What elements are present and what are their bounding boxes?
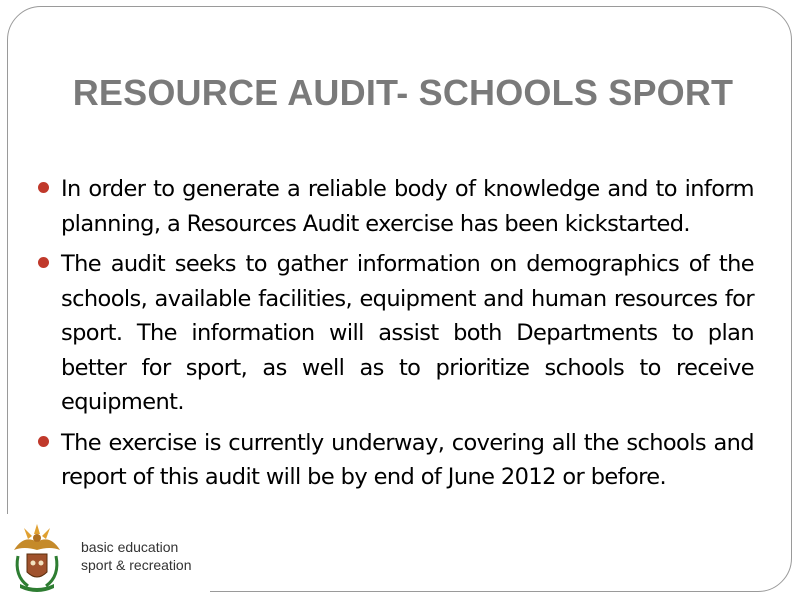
bullet-item (36, 247, 754, 420)
coat-of-arms-icon (10, 520, 64, 592)
bullet-dot-icon (38, 436, 49, 447)
logo-line-1: basic education (81, 539, 179, 555)
department-logo (0, 514, 210, 600)
bullet-list (36, 172, 754, 501)
bullet-item (36, 426, 754, 495)
bullet-dot-icon (38, 182, 49, 193)
department-name (81, 538, 192, 574)
bullet-item (36, 172, 754, 241)
slide-title: RESOURCE AUDIT- SCHOOLS SPORT (72, 72, 734, 113)
logo-line-2: sport & recreation (81, 557, 192, 573)
bullet-text: In order to generate a reliable body of knowledge and to inform planning, a Resources Audit exercise has been kickstarted. (61, 176, 754, 237)
bullet-dot-icon (38, 257, 49, 268)
bullet-text: The audit seeks to gather information on demographics of the schools, available facilities, equipment and human resources for sport. The information will assist both Departments to plan better for sport, as well as to prioritize schools to receive equipment. (61, 251, 754, 415)
bullet-text: The exercise is currently underway, covering all the schools and report of this audit will be by end of June 2012 or before. (61, 429, 754, 490)
